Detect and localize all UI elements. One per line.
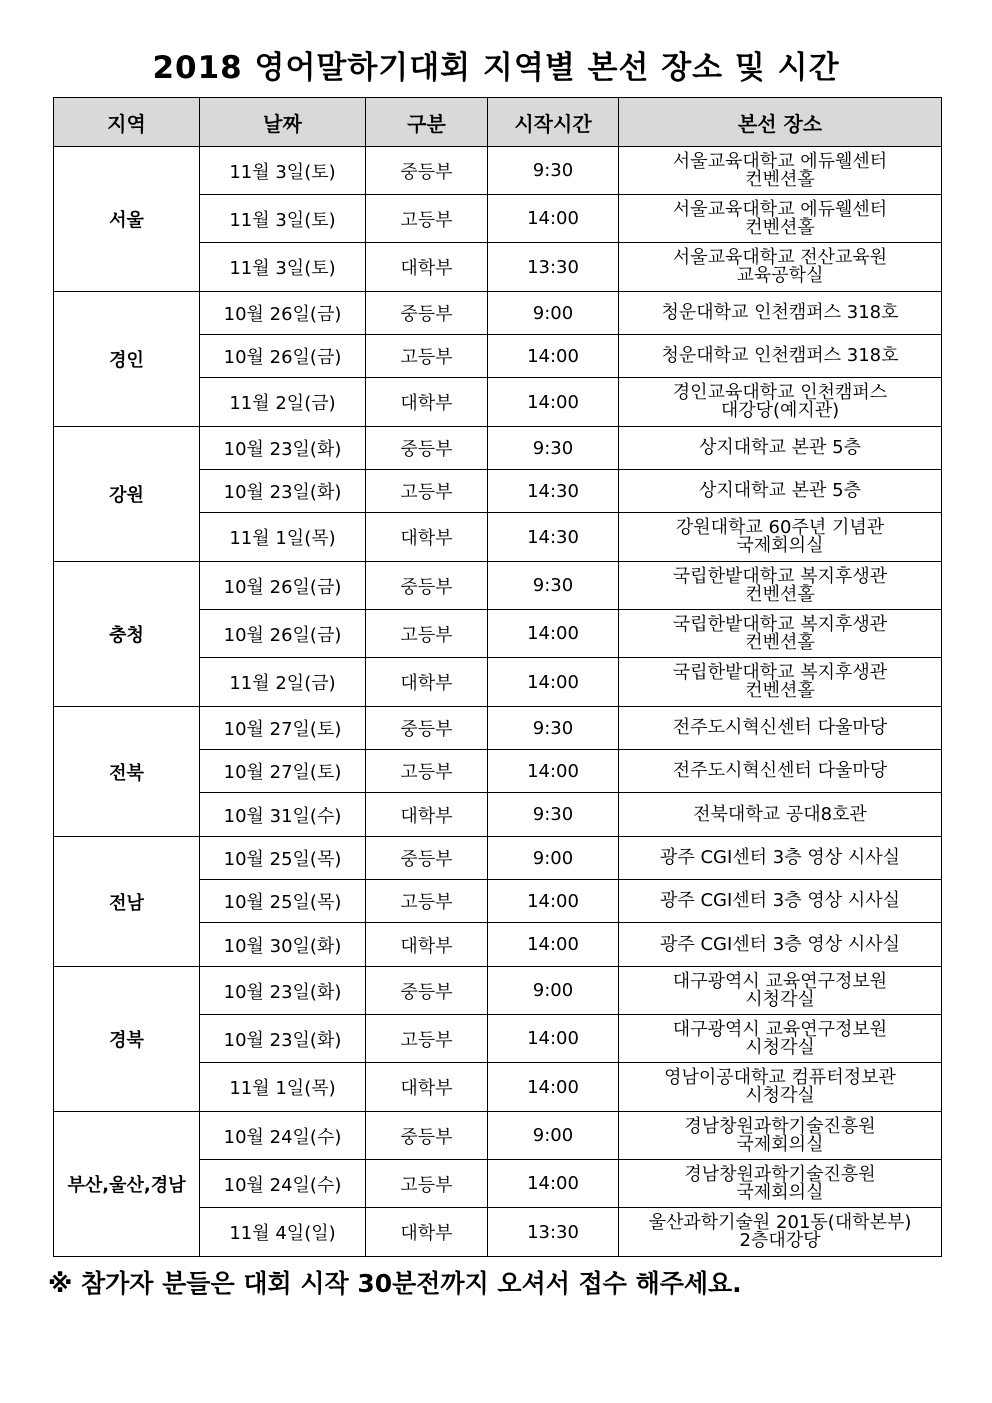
start-time-cell: 9:00 [488,967,619,1015]
venue-cell [619,378,942,427]
date-cell: 10월 26일(금) [200,610,366,658]
venue-line: 서울교육대학교 전산교육원 [672,247,888,268]
division-cell: 중등부 [366,1112,488,1160]
venue-cell [619,658,942,707]
division-cell: 대학부 [366,378,488,427]
start-time-cell: 14:30 [488,470,619,513]
start-time-cell: 14:00 [488,750,619,793]
date-cell: 10월 26일(금) [200,335,366,378]
date-cell: 11월 2일(금) [200,378,366,427]
venue-line: 국립한밭대학교 복지후생관 [672,613,888,635]
venue-cell [619,292,942,335]
division-cell: 대학부 [366,513,488,562]
division-cell: 고등부 [366,335,488,378]
date-cell: 11월 2일(금) [200,658,366,707]
region-cell: 경인 [54,292,200,427]
division-cell: 중등부 [366,562,488,610]
date-cell: 10월 24일(수) [200,1112,366,1160]
division-cell: 대학부 [366,658,488,707]
venue-line: 영남이공대학교 컴퓨터정보관 [664,1067,896,1088]
start-time-cell: 14:00 [488,378,619,427]
table-row [54,562,942,610]
start-time-cell: 14:00 [488,335,619,378]
venue-cell [619,243,942,292]
header-date: 날짜 [200,98,366,147]
date-cell: 11월 4일(일) [200,1208,366,1257]
venue-cell [619,335,942,378]
venue-cell [619,195,942,243]
venue-line: 컨벤션홀 [745,680,815,701]
start-time-cell: 14:30 [488,513,619,562]
venue-line: 2층대강당 [739,1230,821,1251]
venue-cell [619,610,942,658]
region-cell: 충청 [54,562,200,707]
division-cell: 고등부 [366,1015,488,1063]
start-time-cell: 9:30 [488,562,619,610]
start-time-cell: 14:00 [488,610,619,658]
venue-cell [619,1160,942,1208]
header-division: 구분 [366,98,488,147]
venue-cell [619,793,942,837]
date-cell: 10월 23일(화) [200,470,366,513]
table-row [54,147,942,195]
region-cell: 경북 [54,967,200,1112]
start-time-cell: 14:00 [488,923,619,967]
venue-line: 컨벤션홀 [745,216,815,238]
venue-line: 전북대학교 공대8호관 [693,803,867,825]
division-cell: 중등부 [366,147,488,195]
venue-line: 대강당(예지관) [720,400,840,421]
venue-line: 서울교육대학교 에듀웰센터 [672,150,888,172]
venue-cell [619,470,942,513]
table-row [54,427,942,470]
date-cell: 10월 23일(화) [200,427,366,470]
venue-line: 교육공학실 [736,265,824,286]
schedule-table [53,97,942,1257]
venue-line: 청운대학교 인천캠퍼스 318호 [661,345,899,366]
venue-line: 컨벤션홀 [745,583,815,605]
start-time-cell: 9:30 [488,147,619,195]
division-cell: 고등부 [366,195,488,243]
venue-line: 국제회의실 [736,535,824,556]
date-cell: 10월 31일(수) [200,793,366,837]
venue-line: 광주 CGI센터 3층 영상 시사실 [659,933,901,955]
table-row [54,707,942,750]
division-cell: 대학부 [366,1063,488,1112]
start-time-cell: 14:00 [488,1160,619,1208]
venue-line: 상지대학교 본관 5층 [699,437,861,458]
venue-cell [619,513,942,562]
venue-cell [619,1063,942,1112]
venue-line: 서울교육대학교 에듀웰센터 [672,198,888,220]
venue-cell [619,967,942,1015]
region-cell: 강원 [54,427,200,562]
venue-cell [619,562,942,610]
table-row [54,292,942,335]
division-cell: 고등부 [366,470,488,513]
venue-cell [619,147,942,195]
header-row [54,98,942,147]
start-time-cell: 13:30 [488,1208,619,1257]
date-cell: 10월 27일(토) [200,750,366,793]
division-cell: 중등부 [366,427,488,470]
venue-line: 국제회의실 [736,1133,824,1155]
start-time-cell: 9:00 [488,292,619,335]
date-cell: 10월 27일(토) [200,707,366,750]
venue-cell [619,880,942,923]
venue-cell [619,750,942,793]
start-time-cell: 14:00 [488,1015,619,1063]
start-time-cell: 14:00 [488,1063,619,1112]
start-time-cell: 14:00 [488,658,619,707]
venue-line: 광주 CGI센터 3층 영상 시사실 [659,890,901,911]
venue-cell [619,1015,942,1063]
date-cell: 10월 26일(금) [200,292,366,335]
venue-line: 컨벤션홀 [745,631,815,653]
date-cell: 11월 3일(토) [200,147,366,195]
start-time-cell: 9:00 [488,1112,619,1160]
venue-line: 경인교육대학교 인천캠퍼스 [672,382,888,403]
venue-cell [619,837,942,880]
date-cell: 11월 3일(토) [200,195,366,243]
page-title: 2018 영어말하기대회 지역별 본선 장소 및 시간 [152,50,840,86]
region-cell: 부산,울산,경남 [54,1112,200,1257]
header-region: 지역 [54,98,200,147]
division-cell: 고등부 [366,880,488,923]
date-cell: 10월 25일(목) [200,837,366,880]
venue-line: 경남창원과학기술진흥원 [684,1163,876,1185]
notice-text: ※ 참가자 분들은 대회 시작 30분전까지 오셔서 접수 해주세요. [48,1269,742,1298]
venue-line: 국립한밭대학교 복지후생관 [672,662,888,683]
start-time-cell: 14:00 [488,195,619,243]
region-cell: 전북 [54,707,200,837]
venue-line: 국립한밭대학교 복지후생관 [672,565,888,587]
date-cell: 10월 26일(금) [200,562,366,610]
start-time-cell: 13:30 [488,243,619,292]
venue-line: 대구광역시 교육연구정보원 [672,1018,888,1040]
venue-line: 울산과학기술원 201동(대학본부) [648,1212,912,1233]
header-start-time: 시작시간 [488,98,619,147]
division-cell: 중등부 [366,967,488,1015]
start-time-cell: 14:00 [488,880,619,923]
start-time-cell: 9:00 [488,837,619,880]
division-cell: 중등부 [366,707,488,750]
division-cell: 고등부 [366,1160,488,1208]
venue-cell [619,427,942,470]
date-cell: 10월 24일(수) [200,1160,366,1208]
division-cell: 고등부 [366,750,488,793]
start-time-cell: 9:30 [488,427,619,470]
venue-line: 경남창원과학기술진흥원 [684,1115,876,1137]
venue-cell [619,1208,942,1257]
table-row [54,837,942,880]
region-cell: 전남 [54,837,200,967]
division-cell: 중등부 [366,292,488,335]
region-cell: 서울 [54,147,200,292]
start-time-cell: 9:30 [488,707,619,750]
venue-cell [619,707,942,750]
date-cell: 11월 1일(목) [200,513,366,562]
date-cell: 10월 23일(화) [200,1015,366,1063]
venue-line: 전주도시혁신센터 다울마당 [672,717,888,738]
division-cell: 중등부 [366,837,488,880]
division-cell: 대학부 [366,793,488,837]
date-cell: 11월 1일(목) [200,1063,366,1112]
date-cell: 10월 25일(목) [200,880,366,923]
venue-cell [619,923,942,967]
start-time-cell: 9:30 [488,793,619,837]
table-row [54,1112,942,1160]
venue-cell [619,1112,942,1160]
date-cell: 11월 3일(토) [200,243,366,292]
division-cell: 대학부 [366,243,488,292]
venue-line: 시청각실 [745,1036,815,1058]
division-cell: 고등부 [366,610,488,658]
venue-line: 강원대학교 60주년 기념관 [675,517,885,538]
division-cell: 대학부 [366,1208,488,1257]
venue-line: 대구광역시 교육연구정보원 [672,970,888,992]
venue-line: 광주 CGI센터 3층 영상 시사실 [659,847,901,868]
venue-line: 청운대학교 인천캠퍼스 318호 [661,302,899,323]
venue-line: 전주도시혁신센터 다울마당 [672,760,888,781]
date-cell: 10월 30일(화) [200,923,366,967]
division-cell: 대학부 [366,923,488,967]
header-venue: 본선 장소 [619,98,942,147]
venue-line: 시청각실 [745,1085,815,1106]
venue-line: 시청각실 [745,988,815,1010]
venue-line: 국제회의실 [736,1181,824,1203]
table-row [54,967,942,1015]
venue-line: 컨벤션홀 [745,168,815,190]
date-cell: 10월 23일(화) [200,967,366,1015]
venue-line: 상지대학교 본관 5층 [699,480,861,501]
